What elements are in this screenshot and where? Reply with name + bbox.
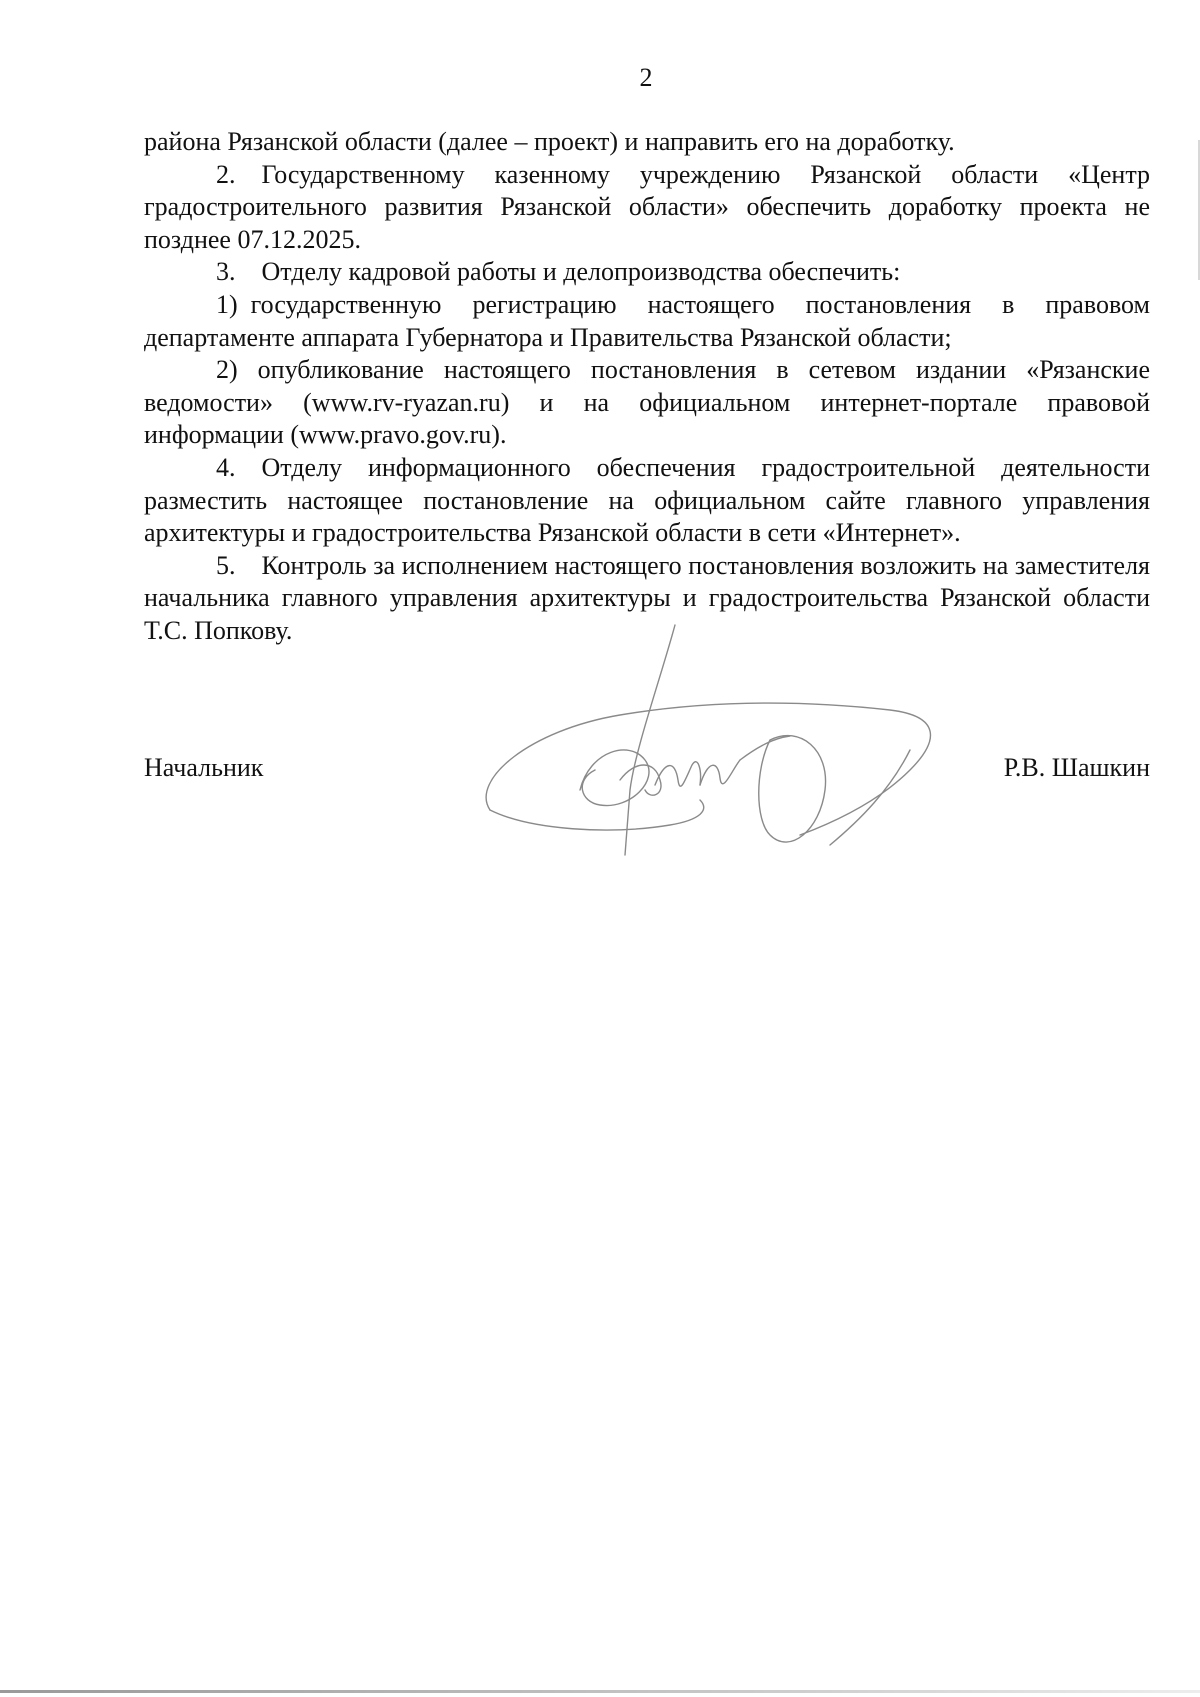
page-number: 2 [639,63,653,92]
scan-edge-bottom [0,1690,1200,1693]
signatory-title: Начальник [144,753,264,782]
document-body [144,126,1150,648]
signatory-name: Р.В. Шашкин [1003,753,1150,782]
paragraph-subitem-1: 1) государственную регистрацию настоящего постановления в правовом департаменте аппарата Губернатора и Правительства Рязанской области; [144,289,1150,352]
handwritten-signature [470,620,950,870]
paragraph-item-3: 3. Отделу кадровой работы и делопроизводства обеспечить: [216,257,901,287]
paragraph-item-2: 2. Государственному казенному учреждению Рязанской области «Центр градостроительного развития Рязанской области» обеспечить доработку проекта не позднее 07.12.2025. [144,159,1150,254]
paragraph-item-5: 5. Контроль за исполнением настоящего постановления возложить на заместителя начальника главного управления архитектуры и градостроительства Рязанской области Т.С. Попкову. [144,550,1150,645]
paragraph-continuation: района Рязанской области (далее – проект) и направить его на доработку. [144,127,955,156]
signature-block [144,752,1150,792]
paragraph-item-4: 4. Отделу информационного обеспечения градостроительной деятельности разместить настоящее постановление на официальном сайте главного управления архитектуры и градостроительства Рязанской области в сети «Интернет». [144,452,1150,548]
paragraph-subitem-2: 2) опубликование настоящего постановления в сетевом издании «Рязанские ведомости» (www.rv-ryazan.ru) и на официальном интернет-портале правовой информации (www.pravo.gov.ru). [144,355,1150,450]
